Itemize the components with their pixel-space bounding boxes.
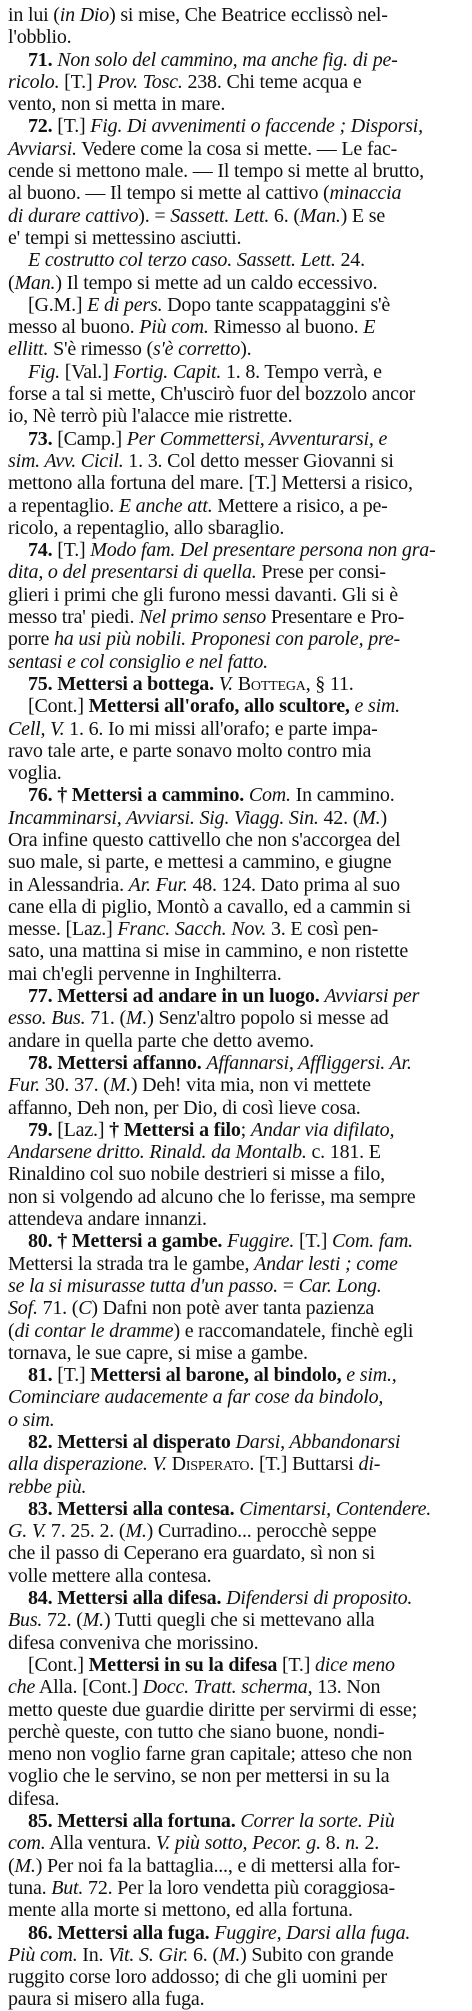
- text-segment: In cammino.: [290, 784, 395, 807]
- italic-text: Fur.: [8, 1074, 40, 1097]
- italic-text: E di pers.: [87, 293, 163, 316]
- text-segment: (: [8, 271, 15, 294]
- text-line: [8, 1877, 466, 1899]
- italic-text: Prov. Tosc.: [97, 70, 183, 93]
- entry-headword: 72.: [28, 115, 53, 138]
- text-segment: volle mettere alla contesa.: [8, 1564, 212, 1587]
- italic-text: V.: [218, 672, 233, 695]
- text-segment: che il passo di Ceperano era guardato, sì non si: [8, 1542, 375, 1565]
- italic-text: Vit. S. Gir.: [108, 1943, 189, 1966]
- italic-text: sentasi e col consiglio e nel fatto.: [8, 650, 268, 673]
- text-line: [8, 71, 466, 93]
- italic-text: ricolo.: [8, 70, 60, 93]
- italic-text: Andar via difilato,: [250, 1118, 395, 1141]
- italic-text: M.: [125, 1520, 147, 1543]
- italic-text: C: [78, 1297, 92, 1320]
- text-segment: perchè queste, con tutto che siano buone, nondi-: [8, 1720, 385, 1743]
- text-segment: 1. 8. Tempo verrà, e: [221, 360, 382, 383]
- text-line: [8, 896, 466, 918]
- text-line: [8, 1966, 466, 1988]
- text-segment: meno non voglio farne gran capitale; atteso che non: [8, 1743, 413, 1766]
- text-line: [8, 1431, 466, 1453]
- text-line: [8, 115, 466, 137]
- text-line: [8, 1855, 466, 1877]
- text-segment: non si volgendo ad alcuno che lo ferisse, ma sempre: [8, 1185, 416, 1208]
- italic-text: Avviarsi.: [8, 137, 77, 160]
- text-segment: difesa conveniva che morissino.: [8, 1631, 259, 1654]
- text-segment: ) Il tempo si mette ad un caldo eccessivo.: [55, 271, 378, 294]
- italic-text: Franc. Sacch. Nov.: [117, 918, 267, 941]
- text-segment: a repentaglio.: [8, 494, 119, 517]
- text-line: [8, 272, 466, 294]
- text-segment: 72. Per la loro vendetta più coraggiosa-: [83, 1876, 395, 1899]
- entry-headword: 75. Mettersi a bottega.: [28, 672, 214, 695]
- text-line: [8, 1476, 466, 1498]
- text-line: [8, 1676, 466, 1698]
- text-line: [8, 1788, 466, 1810]
- text-segment: mente alla morte si mettono, ed alla fortuna.: [8, 1899, 353, 1922]
- italic-text: di durare cattivo: [8, 204, 139, 227]
- text-segment: e' tempi si mettessino asciutti.: [8, 226, 242, 249]
- text-segment: Ora infine questo cattivello che non s'accorgea del: [8, 828, 401, 851]
- text-segment: in lui (: [8, 4, 60, 26]
- italic-text: M.: [109, 1074, 131, 1097]
- italic-text: Darsi, Abbandonarsi: [235, 1431, 401, 1453]
- entry-headword: 79.: [28, 1118, 53, 1141]
- text-segment: ) si mise, Che Beatrice ecclissò nel-: [109, 4, 388, 26]
- text-segment: 24.: [335, 249, 365, 272]
- entry-headword: 77. Mettersi ad andare in un luogo.: [28, 985, 320, 1008]
- italic-text: dice meno: [315, 1653, 395, 1676]
- italic-text: Man.: [14, 271, 56, 294]
- text-segment: [G.M.]: [28, 293, 88, 316]
- text-segment: Bottega: [237, 672, 306, 695]
- text-segment: [T.]: [277, 1653, 315, 1676]
- text-line: [8, 1097, 466, 1119]
- text-segment: affanno, Deh non, per Dio, di così lieve cosa.: [8, 1096, 361, 1119]
- text-segment: Rinaldino col suo nobile destrieri si misse a filo,: [8, 1163, 385, 1186]
- text-line: [8, 1320, 466, 1342]
- italic-text: Nel primo senso: [139, 606, 267, 629]
- text-segment: sato, una mattina si mise in cammino, e non ristette: [8, 940, 409, 963]
- italic-text: Cominciare audacemente a far cose da bindolo,: [8, 1386, 384, 1409]
- text-segment: 3. E così pen-: [266, 918, 379, 941]
- text-segment: Rimesso al buono.: [208, 316, 364, 339]
- text-segment: forse a tal si mette, Ch'uscirò fuor del bozzolo ancor: [8, 383, 416, 406]
- text-segment: ricolo, a repentaglio, allo sbaraglio.: [8, 516, 285, 539]
- text-line: [8, 93, 466, 115]
- text-line: [8, 1899, 466, 1921]
- italic-text: di contar le dramme: [14, 1319, 174, 1342]
- text-line: [8, 4, 466, 26]
- text-segment: io, Nè terrò più l'alacce mie ristrette.: [8, 405, 293, 428]
- text-line: [8, 940, 466, 962]
- text-segment: 71. (: [37, 1297, 79, 1320]
- italic-text: Man.: [299, 204, 341, 227]
- text-segment: cende si mettono male. — Il tempo si mette al brutto,: [8, 160, 424, 183]
- text-line: [8, 1565, 466, 1587]
- text-segment: Presentare e Pro-: [266, 606, 405, 629]
- text-segment: difesa.: [8, 1787, 60, 1810]
- italic-text: o sim.: [8, 1408, 55, 1431]
- text-segment: tornava, le sue capre, si mise a gambe.: [8, 1341, 308, 1364]
- text-line: [8, 182, 466, 204]
- italic-text: Correr la sorte. Più: [240, 1810, 395, 1833]
- italic-text: Andarsene dritto. Rinald. da Montalb.: [8, 1141, 307, 1164]
- italic-text: Bus.: [8, 1609, 43, 1632]
- text-segment: glieri i primi che gli furono messi davanti. Gli si è: [8, 583, 398, 606]
- text-line: [8, 316, 466, 338]
- italic-text: Per Commettersi, Avventurarsi, e: [126, 427, 388, 450]
- italic-text: esso. Bus.: [8, 1007, 86, 1030]
- text-line: [8, 963, 466, 985]
- text-line: [8, 695, 466, 717]
- text-line: [8, 874, 466, 896]
- text-line: [8, 606, 466, 628]
- text-line: [8, 651, 466, 673]
- text-line: [8, 1498, 466, 1520]
- text-segment: Vedere come la cosa si mette. — Le fac-: [76, 137, 398, 160]
- italic-text: Com. fam.: [332, 1230, 413, 1253]
- text-segment: andare in quella parte che detto avemo.: [8, 1029, 314, 1052]
- text-line: [8, 1163, 466, 1185]
- text-line: [8, 1297, 466, 1319]
- text-segment: =: [277, 1274, 299, 1297]
- italic-text: Car. Long.: [298, 1274, 382, 1297]
- italic-text: M.: [218, 1943, 241, 1966]
- italic-text: Andar lesti ; come: [254, 1252, 398, 1275]
- text-segment: tuna.: [8, 1876, 52, 1899]
- italic-text: e sim.,: [346, 1364, 397, 1387]
- text-segment: S'è rimesso (: [48, 338, 153, 361]
- entry-headword: 86. Mettersi alla fuga.: [28, 1921, 210, 1944]
- text-line: [8, 1074, 466, 1096]
- italic-text: com.: [8, 1832, 46, 1855]
- text-segment: ravo tale arte, e parte sonavo molto contro mia: [8, 739, 372, 762]
- italic-text: Fig. Di avvenimenti o faccende ; Disporsi,: [90, 115, 423, 138]
- italic-text: Non solo del cammino, ma anche fig. di pe-: [52, 48, 398, 71]
- text-segment: [Laz.]: [52, 1118, 110, 1141]
- text-line: [8, 1632, 466, 1654]
- text-segment: ;: [240, 1118, 251, 1141]
- italic-text: se la si misurasse tutta d'un passo.: [8, 1274, 278, 1297]
- text-line: [8, 26, 466, 48]
- text-line: [8, 495, 466, 517]
- text-line: [8, 1520, 466, 1542]
- text-segment: (: [8, 1319, 15, 1342]
- text-segment: voglia.: [8, 762, 62, 785]
- text-line: [8, 1230, 466, 1252]
- text-segment: ).: [240, 338, 252, 361]
- entry-headword: 71.: [28, 48, 53, 71]
- text-line: [8, 1119, 466, 1141]
- text-segment: mettono alla fortuna del mare. [T.] Mettersi a risico,: [8, 472, 413, 495]
- text-segment: 1. 3. Col detto messer Giovanni si: [123, 449, 394, 472]
- text-line: [8, 1542, 466, 1564]
- text-line: [8, 1699, 466, 1721]
- text-line: [8, 338, 466, 360]
- text-line: [8, 294, 466, 316]
- text-line: [8, 1141, 466, 1163]
- text-line: [8, 1186, 466, 1208]
- italic-text: Fuggire.: [227, 1230, 295, 1253]
- text-segment: ). =: [138, 204, 171, 227]
- text-line: [8, 829, 466, 851]
- text-line: [8, 918, 466, 940]
- text-line: [8, 1988, 466, 2010]
- text-segment: ) Subito con grande: [240, 1943, 394, 1966]
- italic-text: M.: [359, 806, 381, 829]
- italic-text: Incamminarsi, Avviarsi. Sig. Viagg. Sin.: [8, 806, 319, 829]
- italic-text: M.: [125, 1007, 148, 1030]
- italic-text: Cell, V.: [8, 717, 65, 740]
- italic-text: But.: [51, 1876, 84, 1899]
- text-segment: Mettersi la strada tra le gambe,: [8, 1252, 255, 1275]
- text-segment: 6. (: [269, 204, 300, 227]
- italic-text: V. più sotto, Pecor. g.: [155, 1832, 321, 1855]
- text-segment: 238. Chi teme acqua e: [182, 70, 362, 93]
- text-line: [8, 1275, 466, 1297]
- text-segment: messo al buono.: [8, 316, 140, 339]
- text-segment: , § 11.: [305, 672, 354, 695]
- text-segment: voglio che le servino, se non per mettersi in su la: [8, 1765, 390, 1788]
- italic-text: G. V.: [8, 1520, 47, 1543]
- text-line: [8, 762, 466, 784]
- text-segment: [T.]: [52, 539, 91, 562]
- italic-text: ellitt.: [8, 338, 49, 361]
- text-segment: [Val.]: [59, 360, 114, 383]
- entry-headword: 78. Mettersi affanno.: [28, 1051, 202, 1074]
- italic-text: Fuggire, Darsi alla fuga.: [214, 1921, 411, 1944]
- text-line: [8, 718, 466, 740]
- text-line: [8, 1765, 466, 1787]
- text-segment: messe. [Laz.]: [8, 918, 118, 941]
- text-line: [8, 1453, 466, 1475]
- text-line: [8, 138, 466, 160]
- text-segment: ) Deh! vita mia, non vi mettete: [130, 1074, 371, 1097]
- text-segment: cane ella di piglio, Montò a cavallo, ed a cammin si: [8, 895, 411, 918]
- entry-headword: Mettersi in su la difesa: [88, 1653, 278, 1676]
- text-segment: [T.]: [52, 1364, 91, 1387]
- text-segment: ) E se: [340, 204, 386, 227]
- text-segment: l'obblio.: [8, 26, 72, 49]
- text-line: [8, 1743, 466, 1765]
- text-segment: ruggito corse loro addosso; di che gli uomini per: [8, 1966, 388, 1989]
- text-line: [8, 561, 466, 583]
- text-line: [8, 1609, 466, 1631]
- text-segment: . [T.] Buttarsi: [249, 1453, 359, 1476]
- text-line: [8, 1721, 466, 1743]
- text-segment: 72. (: [42, 1609, 83, 1632]
- italic-text: Ar. Fur.: [128, 873, 188, 896]
- text-segment: al buono. — Il tempo si mette al cattivo (: [8, 182, 330, 205]
- text-segment: ) e raccomandatele, finchè egli: [173, 1319, 414, 1342]
- text-segment: 42. (: [318, 806, 360, 829]
- italic-text: Cimentarsi, Contendere.: [239, 1497, 432, 1520]
- text-line: [8, 1944, 466, 1966]
- text-segment: ): [380, 806, 387, 829]
- text-line: [8, 1409, 466, 1431]
- italic-text: e sim.: [354, 695, 400, 718]
- text-line: [8, 1654, 466, 1676]
- text-line: [8, 472, 466, 494]
- entry-headword: 82. Mettersi al disperato: [28, 1431, 231, 1453]
- text-segment: , 13. Non: [307, 1676, 381, 1699]
- text-line: [8, 1364, 466, 1386]
- text-segment: suo male, si parte, e mettesi a cammino, e giugne: [8, 851, 392, 874]
- italic-text: di-: [358, 1453, 381, 1476]
- entry-headword: 74.: [28, 539, 53, 562]
- italic-text: E: [363, 316, 376, 339]
- italic-text: rebbe più.: [8, 1475, 87, 1498]
- text-segment: Mettere a risico, a pe-: [212, 494, 388, 517]
- italic-text: Sassett. Lett.: [170, 204, 270, 227]
- italic-text: Più com.: [139, 316, 209, 339]
- text-segment: ) Dafni non potè aver tanta pazienza: [91, 1297, 375, 1320]
- text-line: [8, 361, 466, 383]
- italic-text: M.: [14, 1854, 36, 1877]
- text-line: [8, 584, 466, 606]
- italic-text: minaccia: [329, 182, 402, 205]
- text-segment: ) Curradino... perocchè seppe: [146, 1520, 377, 1543]
- italic-text: sim. Avv. Cicil.: [8, 449, 124, 472]
- text-segment: Disperato: [171, 1453, 250, 1476]
- text-line: [8, 227, 466, 249]
- text-line: [8, 628, 466, 650]
- text-segment: 6. (: [188, 1943, 219, 1966]
- italic-text: Docc. Tratt. scherma: [142, 1676, 308, 1699]
- text-line: [8, 1052, 466, 1074]
- text-line: [8, 1832, 466, 1854]
- text-line: [8, 1386, 466, 1408]
- entry-headword: 76. † Mettersi a cammino.: [28, 784, 245, 807]
- text-line: [8, 1587, 466, 1609]
- italic-text: Più com.: [8, 1943, 78, 1966]
- italic-text: dita, o del presentarsi di quella.: [8, 561, 257, 584]
- text-segment: (: [8, 1854, 15, 1877]
- italic-text: alla disperazione. V.: [8, 1453, 167, 1476]
- text-line: [8, 539, 466, 561]
- text-segment: in Alessandria.: [8, 873, 129, 896]
- text-segment: attendeva andare innanzi.: [8, 1208, 207, 1231]
- text-segment: Prese per consi-: [256, 561, 386, 584]
- italic-text: Modo fam. Del presentare persona non gra-: [90, 539, 436, 562]
- italic-text: E anche att.: [118, 494, 213, 517]
- text-line: [8, 740, 466, 762]
- text-segment: In.: [77, 1943, 109, 1966]
- entry-headword: 81.: [28, 1364, 53, 1387]
- text-segment: 30. 37. (: [39, 1074, 110, 1097]
- italic-text: n.: [345, 1832, 360, 1855]
- italic-text: s'è corretto: [152, 338, 241, 361]
- text-segment: [Camp.]: [52, 427, 127, 450]
- italic-text: Affannarsi, Affliggersi. Ar.: [206, 1051, 412, 1074]
- text-line: [8, 1253, 466, 1275]
- text-segment: [T.]: [59, 70, 98, 93]
- text-line: [8, 1030, 466, 1052]
- text-line: [8, 205, 466, 227]
- text-segment: 1. 6. Io mi missi all'orafo; e parte impa-: [64, 717, 378, 740]
- text-segment: Alla. [Cont.]: [35, 1676, 143, 1699]
- entry-headword: 73.: [28, 427, 53, 450]
- text-segment: paura si misero alla fuga.: [8, 1988, 205, 2011]
- text-line: [8, 517, 466, 539]
- text-segment: 48. 124. Dato prima al suo: [187, 873, 400, 896]
- italic-text: E costrutto col terzo caso. Sassett. Lett.: [28, 249, 336, 272]
- text-line: [8, 985, 466, 1007]
- text-line: [8, 1810, 466, 1832]
- text-segment: metto queste due guardie diritte per servirmi di esse;: [8, 1698, 418, 1721]
- text-segment: [Cont.]: [28, 1653, 89, 1676]
- text-line: [8, 784, 466, 806]
- entry-headword: Mettersi all'orafo, allo scultore,: [88, 695, 355, 718]
- text-segment: porre: [8, 628, 54, 651]
- text-line: [8, 673, 466, 695]
- text-segment: ) Per noi fa la battaglia..., e di mettersi alla for-: [35, 1854, 401, 1877]
- text-segment: [T.]: [52, 115, 91, 138]
- text-line: [8, 383, 466, 405]
- text-segment: [T.]: [294, 1230, 332, 1253]
- text-line: [8, 1922, 466, 1944]
- text-line: [8, 249, 466, 271]
- text-line: [8, 428, 466, 450]
- text-line: [8, 405, 466, 427]
- entry-headword: Mettersi al barone, al bindolo,: [90, 1364, 347, 1387]
- italic-text: Com.: [248, 784, 291, 807]
- text-segment: mai ch'egli pervenne in Inghilterra.: [8, 962, 282, 985]
- text-segment: [Cont.]: [28, 695, 89, 718]
- text-segment: Alla ventura.: [45, 1832, 156, 1855]
- text-segment: vento, non si metta in mare.: [8, 93, 226, 116]
- text-segment: 7. 25. 2. (: [46, 1520, 126, 1543]
- text-line: [8, 49, 466, 71]
- italic-text: Avviarsi per: [324, 985, 420, 1008]
- italic-text: ha usi più nobili. Proponesi con parole, pre-: [54, 628, 400, 651]
- italic-text: M.: [82, 1609, 104, 1632]
- entry-headword: 83. Mettersi alla contesa.: [28, 1497, 235, 1520]
- text-segment: messo tra' piedi.: [8, 606, 140, 629]
- text-line: [8, 1007, 466, 1029]
- entry-headword: 84. Mettersi alla difesa.: [28, 1587, 222, 1610]
- text-segment: ) Senz'altro popolo si messe ad: [147, 1007, 389, 1030]
- text-segment: ) Tutti quegli che si mettevano alla: [103, 1609, 375, 1632]
- text-segment: Dopo tante scappataggini s'è: [162, 293, 391, 316]
- text-line: [8, 450, 466, 472]
- text-line: [8, 851, 466, 873]
- text-segment: 71. (: [85, 1007, 126, 1030]
- italic-text: Difendersi di proposito.: [226, 1587, 413, 1610]
- italic-text: Fig.: [28, 360, 60, 383]
- text-line: [8, 160, 466, 182]
- text-segment: 2.: [359, 1832, 380, 1855]
- text-segment: c. 181. E: [306, 1141, 381, 1164]
- entry-headword: 80. † Mettersi a gambe.: [28, 1230, 223, 1253]
- entry-headword: 85. Mettersi alla fortuna.: [28, 1810, 236, 1833]
- text-line: [8, 1342, 466, 1364]
- italic-text: Sof.: [8, 1297, 38, 1320]
- text-line: [8, 1208, 466, 1230]
- italic-text: in Dio: [59, 4, 110, 26]
- text-line: [8, 807, 466, 829]
- text-segment: 8.: [320, 1832, 346, 1855]
- italic-text: Fortig. Capit.: [113, 360, 222, 383]
- italic-text: che: [8, 1676, 36, 1699]
- entry-headword: † Mettersi a filo: [109, 1118, 241, 1141]
